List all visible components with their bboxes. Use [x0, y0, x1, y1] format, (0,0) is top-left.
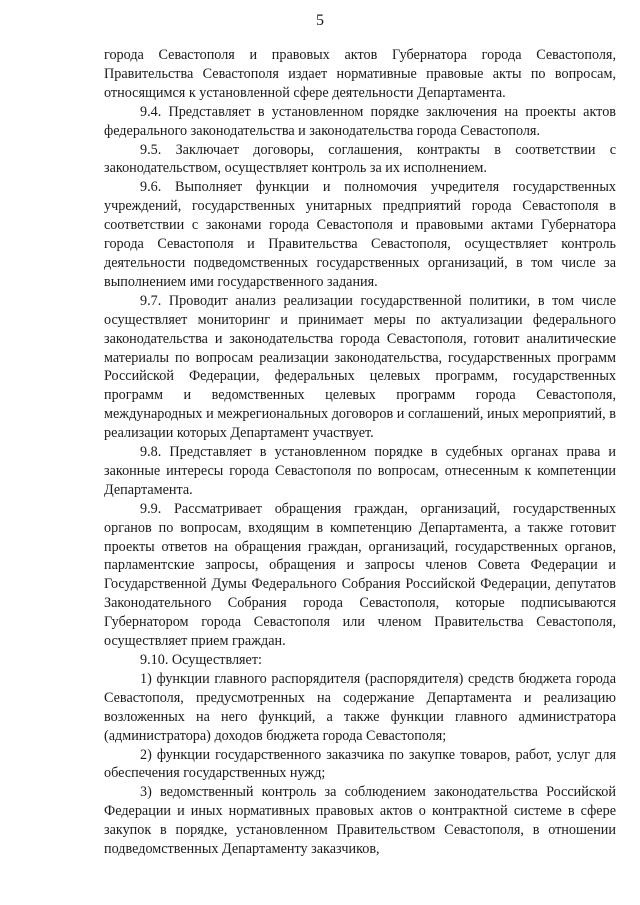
paragraph-9-8: 9.8. Представляет в установленном порядке в судебных органах права и законные интересы города Севастополя по вопросам, отнесенным к компетенции Департамента.	[104, 444, 616, 498]
paragraph-9-10: 9.10. Осуществляет:	[140, 652, 262, 668]
paragraph-9-10-item-3: 3) ведомственный контроль за соблюдением законодательства Российской Федерации и иных нормативных правовых актов о контрактной системе в сфере закупок в порядке, установленном Правительством Севастополя, в отношении подведомственных Департаменту заказчиков,	[104, 784, 616, 858]
paragraph-9-7: 9.7. Проводит анализ реализации государственной политики, в том числе осуществляет мониторинг и принимает меры по актуализации федерального законодательства и законодательства города Севастополя, готовит аналитические материалы по вопросам реализации законодательства, государственных программ Российской Федерации, федеральных целевых программ, государственных программ и ведомственных целевых программ города Севастополя, международных и межрегиональных договоров и соглашений, иных мероприятий, в реализации которых Департамент участвует.	[104, 292, 616, 442]
document-body	[104, 46, 616, 859]
page-number: 5	[316, 12, 324, 29]
paragraph-9-10-item-2: 2) функции государственного заказчика по закупке товаров, работ, услуг для обеспечения государственных нужд;	[104, 746, 616, 782]
paragraph-continuation: города Севастополя и правовых актов Губернатора города Севастополя, Правительства Севастополя издает нормативные правовые акты по вопросам, относящимся к установленной сфере деятельности Департамента.	[104, 47, 616, 101]
paragraph-9-5: 9.5. Заключает договоры, соглашения, контракты в соответствии с законодательством, осуществляет контроль за их исполнением.	[104, 141, 616, 177]
paragraph-9-4: 9.4. Представляет в установленном порядке заключения на проекты актов федерального законодательства и законодательства города Севастополя.	[104, 103, 616, 139]
paragraph-9-6: 9.6. Выполняет функции и полномочия учредителя государственных учреждений, государственных унитарных предприятий города Севастополя в соответствии с законами города Севастополя и правовыми актами Губернатора города Севастополя и Правительства Севастополя, осуществляет контроль деятельности подведомственных государственных организаций, в том числе за выполнением ими государственного задания.	[104, 179, 616, 290]
paragraph-9-10-item-1: 1) функции главного распорядителя (распорядителя) средств бюджета города Севастополя, предусмотренных на содержание Департамента и реализацию возложенных на него функций, а также функции главного администратора (администратора) доходов бюджета города Севастополя;	[104, 670, 616, 744]
paragraph-9-9: 9.9. Рассматривает обращения граждан, организаций, государственных органов по вопросам, входящим в компетенцию Департамента, а также готовит проекты ответов на обращения граждан, организаций, государственных органов, парламентские запросы, обращения и запросы членов Совета Федерации и Государственной Думы Федерального Собрания Российской Федерации, депутатов Законодательного Собрания города Севастополя, которые подписываются Губернатором города Севастополя или членом Правительства Севастополя, осуществляет прием граждан.	[104, 500, 616, 650]
